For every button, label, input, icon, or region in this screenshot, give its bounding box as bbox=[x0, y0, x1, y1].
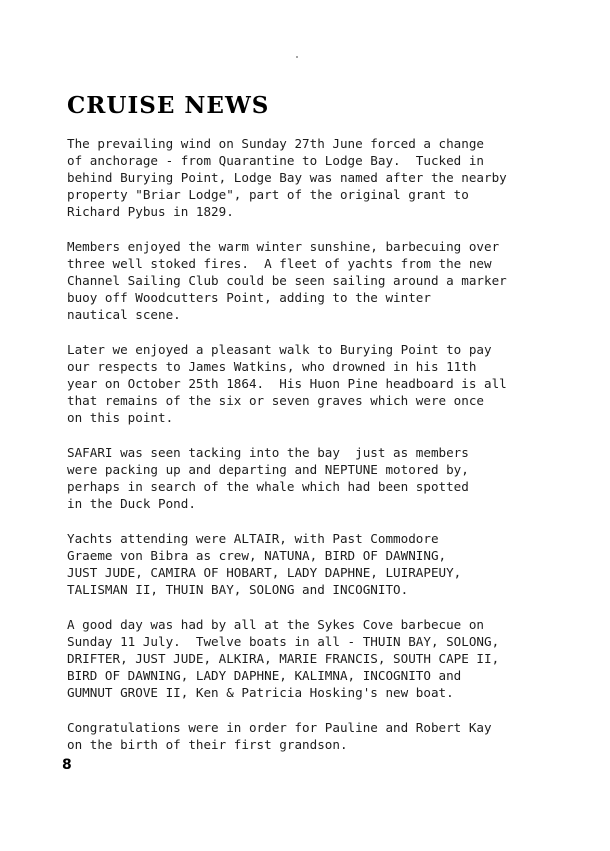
text-line: on the birth of their first grandson. bbox=[67, 737, 348, 752]
text-line: on this point. bbox=[67, 410, 174, 425]
page-number: 8 bbox=[62, 757, 72, 773]
text-line: Richard Pybus in 1829. bbox=[67, 204, 234, 219]
text-line: were packing up and departing and NEPTUNE motored by, bbox=[67, 462, 469, 477]
text-line: in the Duck Pond. bbox=[67, 496, 196, 511]
paragraph bbox=[67, 238, 587, 323]
text-line: JUST JUDE, CAMIRA OF HOBART, LADY DAPHNE, LUIRAPEUY, bbox=[67, 565, 462, 580]
text-line: Members enjoyed the warm winter sunshine, barbecuing over bbox=[67, 239, 500, 254]
text-line: The prevailing wind on Sunday 27th June forced a change bbox=[67, 136, 485, 151]
text-line: Later we enjoyed a pleasant walk to Burying Point to pay bbox=[67, 342, 492, 357]
page-title: CRUISE NEWS bbox=[67, 92, 270, 119]
paragraph bbox=[67, 616, 587, 701]
text-line: GUMNUT GROVE II, Ken & Patricia Hosking's new boat. bbox=[67, 685, 454, 700]
text-line: SAFARI was seen tacking into the bay just as members bbox=[67, 445, 469, 460]
text-line: buoy off Woodcutters Point, adding to the winter bbox=[67, 290, 431, 305]
text-line: year on October 25th 1864. His Huon Pine headboard is all bbox=[67, 376, 507, 391]
text-line: of anchorage - from Quarantine to Lodge Bay. Tucked in bbox=[67, 153, 485, 168]
article-body bbox=[67, 135, 587, 771]
text-line: Channel Sailing Club could be seen sailing around a marker bbox=[67, 273, 507, 288]
text-line: our respects to James Watkins, who drowned in his 11th bbox=[67, 359, 477, 374]
text-line: Congratulations were in order for Pauline and Robert Kay bbox=[67, 720, 492, 735]
paragraph bbox=[67, 341, 587, 426]
text-line: TALISMAN II, THUIN BAY, SOLONG and INCOGNITO. bbox=[67, 582, 409, 597]
text-line: behind Burying Point, Lodge Bay was named after the nearby bbox=[67, 170, 507, 185]
text-line: property "Briar Lodge", part of the original grant to bbox=[67, 187, 469, 202]
text-line: that remains of the six or seven graves which were once bbox=[67, 393, 485, 408]
text-line: nautical scene. bbox=[67, 307, 181, 322]
text-line: Sunday 11 July. Twelve boats in all - THUIN BAY, SOLONG, bbox=[67, 634, 500, 649]
text-line: three well stoked fires. A fleet of yachts from the new bbox=[67, 256, 492, 271]
text-line: A good day was had by all at the Sykes Cove barbecue on bbox=[67, 617, 485, 632]
text-line: BIRD OF DAWNING, LADY DAPHNE, KALIMNA, INCOGNITO and bbox=[67, 668, 462, 683]
text-line: perhaps in search of the whale which had been spotted bbox=[67, 479, 469, 494]
paragraph bbox=[67, 530, 587, 598]
text-line: Graeme von Bibra as crew, NATUNA, BIRD OF DAWNING, bbox=[67, 548, 447, 563]
paragraph bbox=[67, 444, 587, 512]
text-line: Yachts attending were ALTAIR, with Past Commodore bbox=[67, 531, 439, 546]
paragraph bbox=[67, 719, 587, 753]
scan-speck bbox=[296, 56, 298, 58]
text-line: DRIFTER, JUST JUDE, ALKIRA, MARIE FRANCIS, SOUTH CAPE II, bbox=[67, 651, 500, 666]
paragraph bbox=[67, 135, 587, 220]
